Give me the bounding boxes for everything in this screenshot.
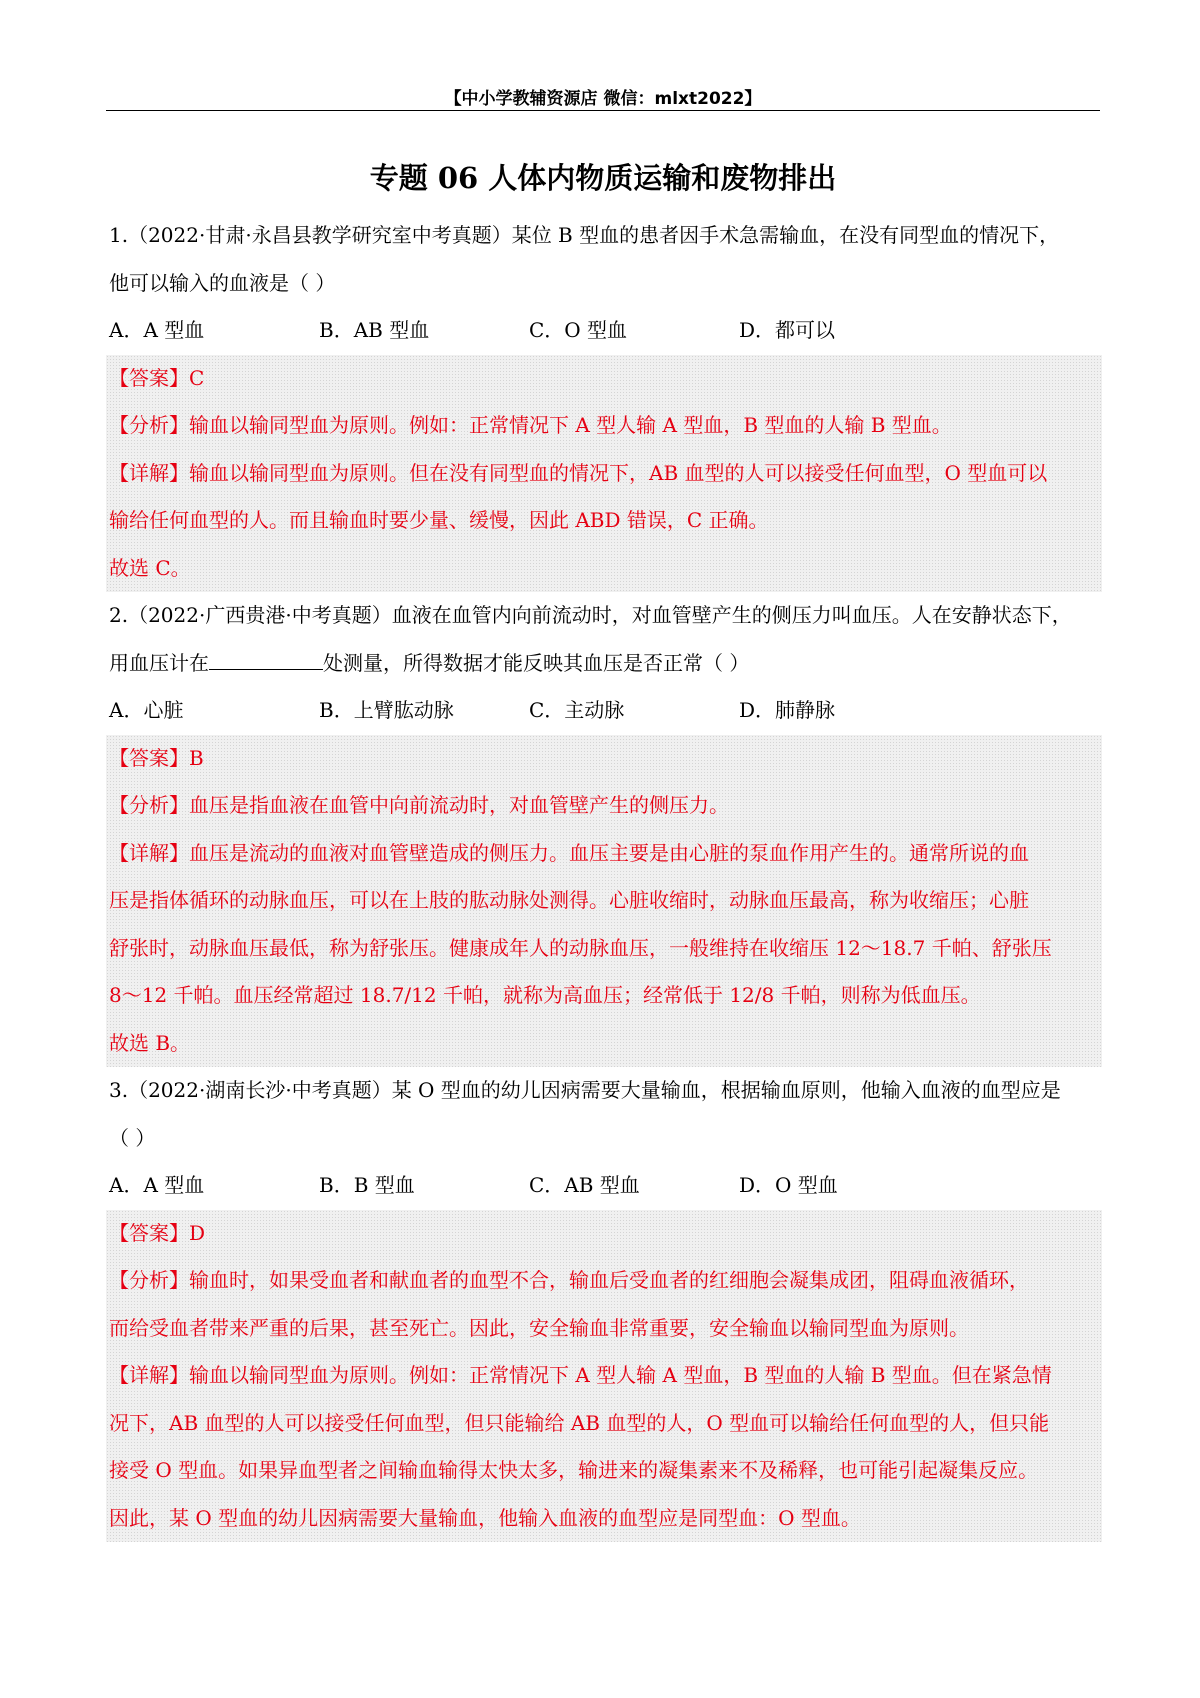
q2-answer: 【答案】B: [109, 745, 204, 770]
q1-stem-line: 1.（2022·甘肃·永昌县教学研究室中考真题）某位 B 型血的患者因手术急需输血，在没有同型血的情况下，: [109, 223, 1060, 247]
q3-analysis-line: 【分析】输血时，如果受血者和献血者的血型不合，输血后受血者的红细胞会凝集成团，阻碍血液循环，: [109, 1268, 1029, 1292]
q2-answer-block: [106, 735, 1102, 1068]
q2-option-a: A．心脏: [109, 698, 184, 722]
q2-analysis: 【分析】血压是指血液在血管中向前流动时，对血管壁产生的侧压力。: [109, 793, 729, 817]
header-divider: [106, 110, 1100, 111]
q2-detail-line: 压是指体循环的动脉血压，可以在上肢的肱动脉处测得。心脏收缩时，动脉血压最高，称为收缩压；心脏: [109, 888, 1029, 912]
q2-stem-line: 2.（2022·广西贵港·中考真题）血液在血管内向前流动时，对血管壁产生的侧压力叫血压。人在安静状态下，: [109, 603, 1072, 627]
q3-option-b: B．B 型血: [319, 1173, 415, 1197]
q1-options: [109, 307, 1099, 355]
q2-option-b: B．上臂肱动脉: [319, 698, 454, 722]
q2-detail-line: 【详解】血压是流动的血液对血管壁造成的侧压力。血压主要是由心脏的泵血作用产生的。通常所说的血: [109, 840, 1029, 865]
q1-answer: 【答案】C: [109, 365, 205, 390]
q1-option-a: A．A 型血: [109, 318, 205, 342]
q3-detail-line: 【详解】输血以输同型血为原则。例如：正常情况下 A 型人输 A 型血，B 型血的人输 B 型血。但在紧急情: [109, 1363, 1052, 1387]
q2-detail-line: 8～12 千帕。血压经常超过 18.7/12 千帕，就称为高血压；经常低于 12/8 千帕，则称为低血压。: [109, 983, 981, 1007]
q2-option-c: C．主动脉: [529, 698, 625, 722]
q3-detail-line: 接受 O 型血。如果异血型者之间输血输得太快太多，输进来的凝集素来不及稀释，也可能引起凝集反应。: [109, 1458, 1039, 1482]
q3-analysis-line: 而给受血者带来严重的后果，甚至死亡。因此，安全输血非常重要，安全输血以输同型血为原则。: [109, 1315, 969, 1340]
q1-analysis: 【分析】输血以输同型血为原则。例如：正常情况下 A 型人输 A 型血，B 型血的人输 B 型血。: [109, 413, 952, 437]
q3-detail-line: 况下，AB 血型的人可以接受任何血型，但只能输给 AB 血型的人，O 型血可以输给任何血型的人，但只能: [109, 1410, 1050, 1435]
q3-option-a: A．A 型血: [109, 1173, 205, 1197]
q3-detail-line: 因此，某 O 型血的幼儿因病需要大量输血，他输入血液的血型应是同型血：O 型血。: [109, 1505, 861, 1530]
q3-option-c: C．AB 型血: [529, 1173, 640, 1197]
page-header: 【中小学教辅资源店 微信：mlxt2022】: [444, 89, 762, 109]
q2-stem-post: 处测量，所得数据才能反映其血压是否正常（ ）: [323, 650, 750, 675]
q2-choice: 故选 B。: [109, 1030, 191, 1055]
q1-answer-block: [106, 355, 1102, 593]
q1-option-b: B．AB 型血: [319, 318, 430, 342]
page-title: 专题 06 人体内物质运输和废物排出: [369, 161, 837, 195]
q2-fill-blank: [209, 649, 323, 670]
question-2: [109, 592, 1099, 1067]
q3-stem-line: （ ）: [109, 1125, 156, 1150]
q1-choice: 故选 C。: [109, 555, 191, 580]
q1-detail-line: 【详解】输血以输同型血为原则。但在没有同型血的情况下，AB 血型的人可以接受任何血型，O 型血可以: [109, 460, 1048, 485]
q1-option-d: D．都可以: [739, 318, 836, 342]
q2-options: [109, 687, 1099, 735]
q3-options: [109, 1162, 1099, 1210]
q2-stem-pre: 用血压计在: [109, 650, 209, 675]
question-1: [109, 212, 1099, 592]
q3-stem-line: 3.（2022·湖南长沙·中考真题）某 O 型血的幼儿因病需要大量输血，根据输血原则，他输入血液的血型应是: [109, 1078, 1061, 1102]
q2-detail-line: 舒张时，动脉血压最低，称为舒张压。健康成年人的动脉血压，一般维持在收缩压 12～18.7 千帕、舒张压: [109, 935, 1052, 960]
q2-stem-line: [109, 640, 1099, 688]
q1-detail-line: 输给任何血型的人。而且输血时要少量、缓慢，因此 ABD 错误，C 正确。: [109, 508, 769, 532]
q3-answer: 【答案】D: [109, 1220, 206, 1245]
q1-stem-line: 他可以输入的血液是（ ）: [109, 270, 336, 295]
q2-option-d: D．肺静脉: [739, 698, 836, 722]
q3-answer-block: [106, 1210, 1102, 1543]
q3-option-d: D．O 型血: [739, 1173, 838, 1197]
question-3: [109, 1067, 1099, 1542]
document-body: [109, 212, 1099, 1542]
q1-option-c: C．O 型血: [529, 318, 628, 342]
